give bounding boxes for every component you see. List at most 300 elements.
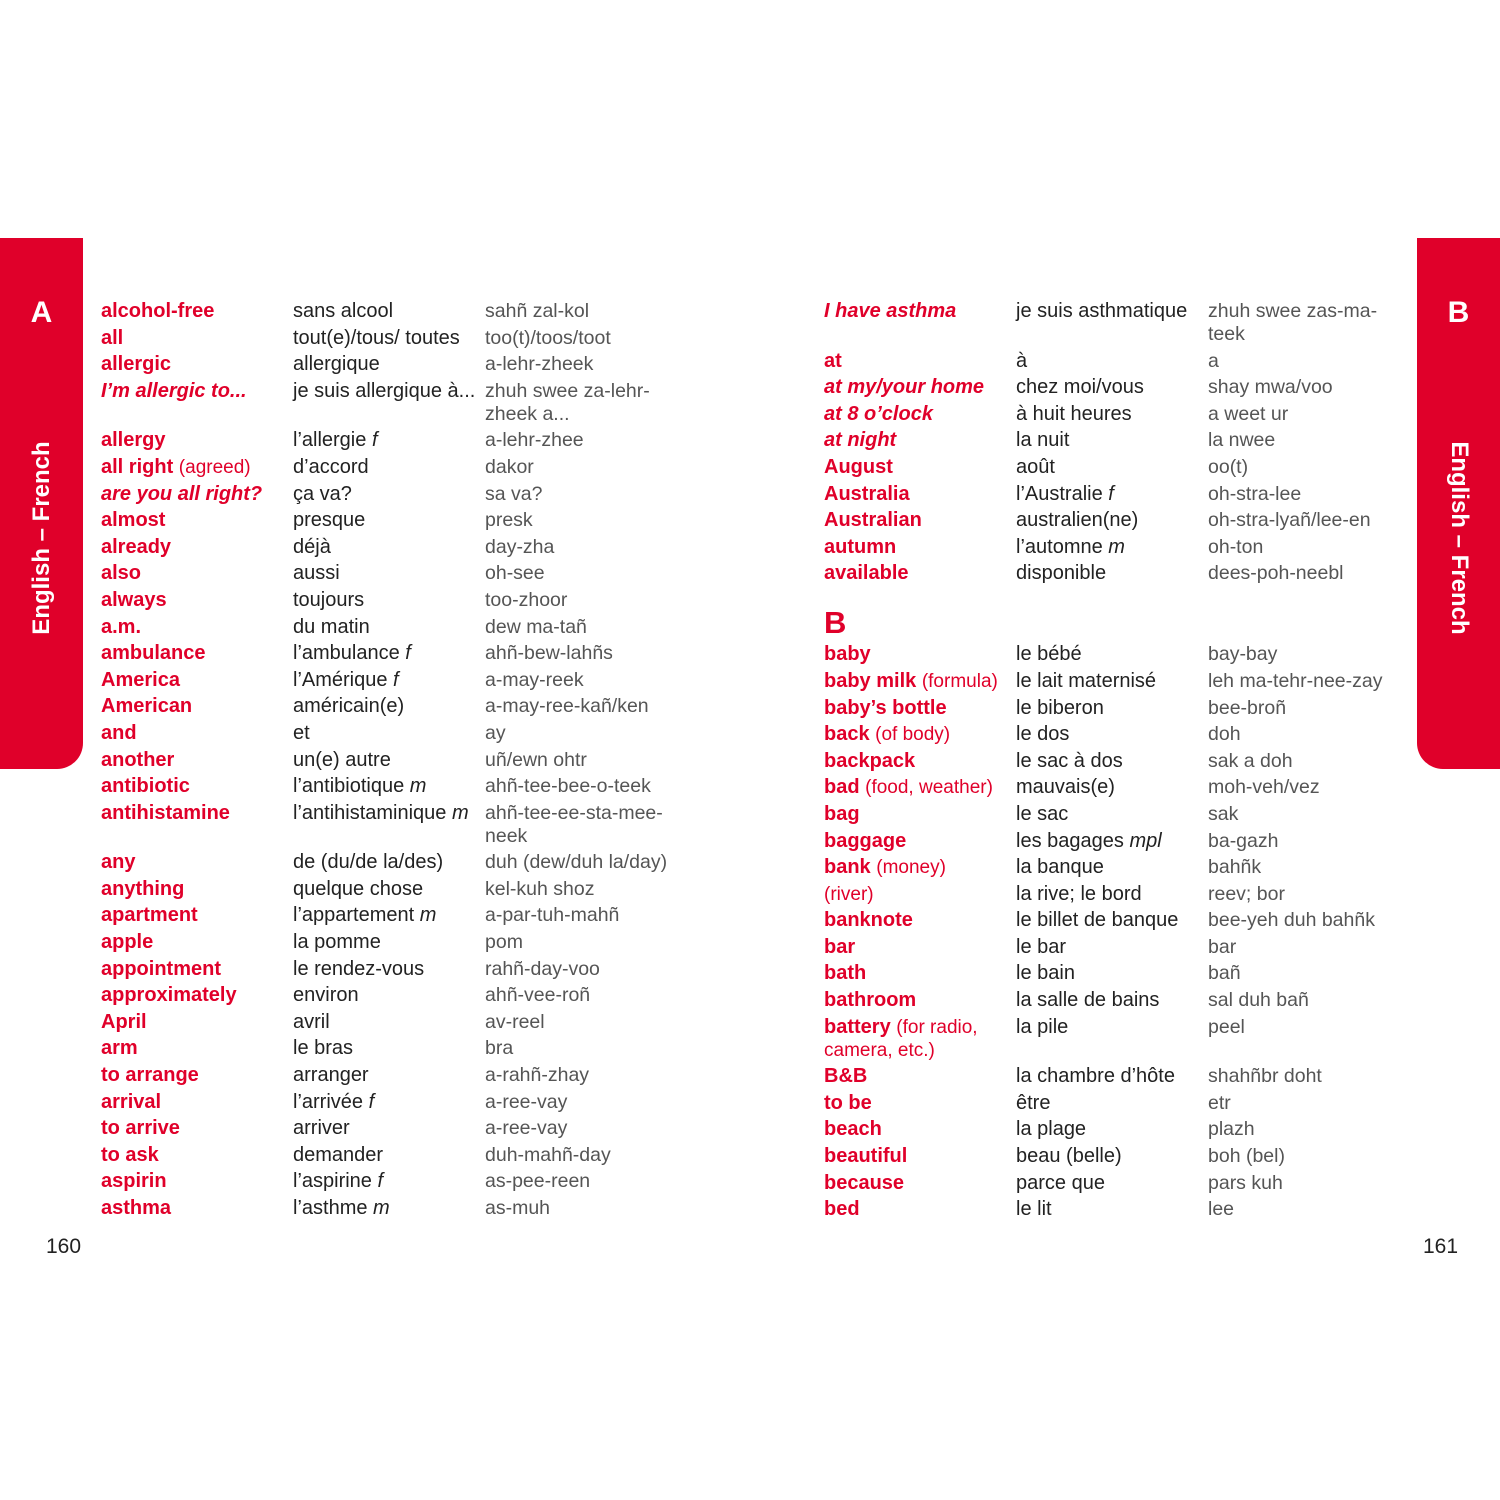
french-word: l’allergie: [293, 429, 367, 452]
english-term: [824, 429, 1016, 452]
english-word: bathroom: [824, 989, 917, 1012]
english-term: [101, 1197, 293, 1220]
entry-row: [101, 642, 701, 665]
french-word: l’antihistaminique: [293, 801, 447, 824]
english-term: [101, 1011, 293, 1034]
usage-note: (agreed): [178, 456, 251, 478]
english-term: [101, 456, 293, 479]
french-word: de (du/de la/des): [293, 851, 444, 874]
pronunciation: sa va?: [485, 482, 543, 505]
entry-row: [101, 878, 701, 901]
entry-row: [824, 989, 1424, 1012]
english-word: almost: [101, 509, 166, 532]
pronunciation: dakor: [485, 455, 534, 478]
pronunciation: dew ma-tañ: [485, 615, 587, 638]
english-term: [824, 723, 1016, 746]
french-word: l’automne: [1016, 535, 1103, 558]
french-word: presque: [293, 509, 366, 532]
pronunciation: dees-poh-neebl: [1208, 562, 1344, 585]
french-word: le lit: [1016, 1198, 1052, 1221]
english-word: available: [824, 562, 909, 585]
entry-row: [824, 776, 1424, 799]
english-term: [824, 776, 1016, 799]
french-translation: [293, 1091, 485, 1114]
english-term: [101, 904, 293, 927]
gender-marker: f: [371, 429, 378, 452]
english-word: America: [101, 668, 180, 691]
pronunciation: duh (dew/duh la/day): [485, 851, 668, 874]
english-word: anything: [101, 877, 185, 900]
entry-row: [824, 1145, 1424, 1168]
english-word: already: [101, 535, 172, 558]
french-word: le bras: [293, 1037, 354, 1060]
french-word: je suis allergique à...: [293, 379, 476, 402]
french-translation: [1016, 456, 1208, 479]
english-term: [824, 300, 1016, 346]
french-word: l’Australie: [1016, 482, 1103, 505]
french-word: la plage: [1016, 1118, 1087, 1141]
french-word: déjà: [293, 535, 331, 558]
english-term: [101, 931, 293, 954]
pronunciation: zhuh swee za-lehr-zheek a...: [485, 379, 650, 425]
french-translation: [1016, 856, 1208, 879]
french-translation: [293, 380, 485, 426]
english-word: Australian: [824, 509, 922, 532]
entry-row: [824, 670, 1424, 693]
french-word: la rive; le bord: [1016, 882, 1142, 905]
french-translation: [1016, 300, 1208, 346]
entry-row: [824, 1118, 1424, 1141]
pronunciation: doh: [1208, 723, 1241, 746]
pronunciation: av-reel: [485, 1010, 545, 1033]
french-word: le bébé: [1016, 643, 1082, 666]
pronunciation: sahñ zal-kol: [485, 300, 590, 322]
english-word: asthma: [101, 1197, 172, 1219]
english-word: at 8 o’clock: [824, 402, 933, 425]
english-term: [101, 851, 293, 874]
english-term: [101, 380, 293, 426]
french-translation: [293, 984, 485, 1007]
english-word: I have asthma: [824, 300, 957, 322]
entry-row: [824, 697, 1424, 720]
french-translation: [1016, 909, 1208, 932]
french-word: l’antibiotique: [293, 775, 405, 798]
pronunciation: too-zhoor: [485, 588, 568, 611]
english-word: bag: [824, 802, 860, 825]
english-term: [824, 936, 1016, 959]
english-term: [824, 483, 1016, 506]
french-word: aussi: [293, 562, 340, 585]
french-translation: [1016, 429, 1208, 452]
pronunciation: uñ/ewn ohtr: [485, 748, 587, 771]
entry-row: [824, 830, 1424, 853]
entry-row: [824, 376, 1424, 399]
usage-note: (for radio, camera, etc.): [824, 1016, 978, 1061]
english-word: all: [101, 326, 124, 349]
english-word: Australia: [824, 482, 910, 505]
french-word: le lait maternisé: [1016, 669, 1157, 692]
french-word: arranger: [293, 1064, 369, 1087]
english-term: [101, 429, 293, 452]
english-term: [101, 958, 293, 981]
french-word: disponible: [1016, 562, 1107, 585]
pronunciation: oh-stra-lee: [1208, 482, 1302, 505]
french-word: ça va?: [293, 482, 352, 505]
french-translation: [293, 851, 485, 874]
entry-row: [824, 1092, 1424, 1115]
entry-row: [101, 616, 701, 639]
english-term: [101, 878, 293, 901]
pronunciation: a-ree-vay: [485, 1117, 568, 1140]
french-word: le sac: [1016, 802, 1069, 825]
pronunciation: pom: [485, 931, 523, 954]
pronunciation: as-muh: [485, 1197, 551, 1219]
pronunciation: a-lehr-zhee: [485, 429, 584, 452]
french-word: environ: [293, 984, 359, 1007]
french-word: à: [1016, 349, 1028, 372]
gender-marker: f: [1108, 482, 1114, 505]
french-translation: [293, 695, 485, 718]
french-word: et: [293, 721, 310, 744]
english-word: bed: [824, 1198, 860, 1221]
french-translation: [293, 669, 485, 692]
pronunciation: lee: [1208, 1198, 1235, 1221]
pronunciation: sak a doh: [1208, 749, 1293, 772]
french-word: parce que: [1016, 1171, 1105, 1194]
pronunciation: ahñ-tee-bee-o-teek: [485, 775, 651, 798]
french-translation: [293, 536, 485, 559]
french-translation: [1016, 803, 1208, 826]
french-translation: [1016, 350, 1208, 373]
entry-row: [101, 562, 701, 585]
pronunciation: reev; bor: [1208, 882, 1285, 905]
english-term: [824, 670, 1016, 693]
french-word: la salle de bains: [1016, 989, 1160, 1012]
french-word: américain(e): [293, 695, 405, 718]
english-term: [824, 697, 1016, 720]
french-translation: [1016, 962, 1208, 985]
entry-row: [824, 803, 1424, 826]
french-translation: [293, 616, 485, 639]
english-term: [824, 643, 1016, 666]
english-word: also: [101, 562, 142, 585]
pronunciation: zhuh swee zas-ma-teek: [1208, 300, 1378, 345]
english-term: [824, 562, 1016, 585]
french-word: le sac à dos: [1016, 749, 1123, 772]
pronunciation: a-may-reek: [485, 668, 584, 691]
english-word: a.m.: [101, 615, 142, 638]
english-term: [101, 695, 293, 718]
english-word: ambulance: [101, 642, 206, 665]
entries-a-continued: [824, 300, 1424, 585]
english-word: autumn: [824, 535, 897, 558]
section-letter: A: [30, 296, 53, 329]
entry-row: [824, 300, 1424, 346]
french-word: la chambre d’hôte: [1016, 1065, 1175, 1088]
pronunciation: a-lehr-zheek: [485, 353, 594, 376]
english-word: at: [824, 349, 842, 372]
french-translation: [1016, 643, 1208, 666]
french-translation: [293, 589, 485, 612]
french-translation: [1016, 1172, 1208, 1195]
pronunciation: leh ma-tehr-nee-zay: [1208, 669, 1383, 692]
french-word: le bar: [1016, 935, 1067, 958]
french-translation: [1016, 562, 1208, 585]
english-term: [101, 749, 293, 772]
english-word: to arrange: [101, 1064, 199, 1087]
french-word: août: [1016, 455, 1055, 478]
english-term: [824, 376, 1016, 399]
french-translation: [1016, 1065, 1208, 1088]
english-term: [824, 1016, 1016, 1062]
french-word: l’asthme: [293, 1197, 368, 1219]
usage-note: (money): [876, 857, 946, 879]
french-translation: [293, 1170, 485, 1193]
pronunciation: oh-see: [485, 562, 545, 585]
entry-row: [824, 909, 1424, 932]
french-translation: [1016, 883, 1208, 906]
pronunciation: bra: [485, 1037, 514, 1060]
french-translation: [293, 1144, 485, 1167]
french-translation: [293, 429, 485, 452]
pronunciation: shahñbr doht: [1208, 1065, 1322, 1088]
entry-row: [824, 1065, 1424, 1088]
pronunciation: moh-veh/vez: [1208, 776, 1320, 799]
english-term: [101, 353, 293, 376]
english-word: I’m allergic to...: [101, 379, 247, 402]
french-word: l’ambulance: [293, 642, 400, 665]
english-term: [101, 1117, 293, 1140]
pronunciation: presk: [485, 509, 533, 532]
entry-row: [101, 775, 701, 798]
english-word: to ask: [101, 1143, 159, 1166]
pronunciation: rahñ-day-voo: [485, 957, 600, 980]
french-word: toujours: [293, 588, 365, 611]
english-word: antibiotic: [101, 775, 190, 798]
entry-row: [824, 883, 1424, 906]
entry-row: [824, 962, 1424, 985]
english-term: [101, 589, 293, 612]
english-word: always: [101, 588, 167, 611]
entry-row: [824, 1198, 1424, 1221]
entry-row: [101, 429, 701, 452]
gender-marker: f: [405, 642, 411, 665]
section-label: English – French: [1445, 441, 1473, 635]
pronunciation: plazh: [1208, 1118, 1255, 1141]
english-word: aspirin: [101, 1170, 167, 1193]
english-word: all right: [101, 455, 174, 478]
gender-marker: m: [451, 801, 469, 824]
entry-row: [101, 483, 701, 506]
english-term: [824, 456, 1016, 479]
entry-row: [824, 350, 1424, 373]
usage-note: (river): [824, 883, 874, 905]
pronunciation: day-zha: [485, 535, 555, 558]
french-translation: [1016, 536, 1208, 559]
entry-row: [101, 327, 701, 350]
english-word: to be: [824, 1091, 872, 1114]
pronunciation: a-rahñ-zhay: [485, 1064, 590, 1087]
french-translation: [1016, 989, 1208, 1012]
pronunciation: kel-kuh shoz: [485, 877, 595, 900]
gender-marker: f: [368, 1090, 375, 1113]
english-term: [101, 1144, 293, 1167]
pronunciation: duh-mahñ-day: [485, 1143, 611, 1166]
entry-row: [101, 749, 701, 772]
section-heading: B: [824, 605, 847, 641]
french-word: mauvais(e): [1016, 776, 1115, 799]
french-translation: [293, 1011, 485, 1034]
french-word: l’appartement: [293, 904, 415, 927]
french-translation: [293, 1064, 485, 1087]
section-letter: B: [1447, 296, 1470, 329]
english-term: [824, 989, 1016, 1012]
french-word: à huit heures: [1016, 402, 1132, 425]
english-word: bad: [824, 776, 860, 799]
entry-row: [101, 851, 701, 874]
entry-row: [101, 300, 701, 323]
pronunciation: a-may-ree-kañ/ken: [485, 695, 649, 718]
pronunciation: ay: [485, 721, 506, 744]
pronunciation: a: [1208, 349, 1219, 372]
english-term: [824, 350, 1016, 373]
french-translation: [293, 904, 485, 927]
french-translation: [293, 456, 485, 479]
pronunciation: etr: [1208, 1091, 1231, 1114]
french-word: avril: [293, 1010, 330, 1033]
french-translation: [293, 878, 485, 901]
entry-row: [101, 1011, 701, 1034]
left-page-entries: [101, 300, 701, 1224]
english-word: bank: [824, 856, 871, 879]
entry-row: [101, 1170, 701, 1193]
english-word: bar: [824, 935, 856, 958]
entry-row: [101, 722, 701, 745]
french-translation: [1016, 776, 1208, 799]
usage-note: (formula): [921, 670, 998, 692]
french-translation: [1016, 1145, 1208, 1168]
entry-row: [101, 380, 701, 426]
english-word: baby: [824, 643, 871, 666]
french-word: le rendez-vous: [293, 957, 425, 980]
english-term: [101, 616, 293, 639]
english-term: [101, 562, 293, 585]
entry-row: [101, 904, 701, 927]
english-word: beautiful: [824, 1145, 908, 1168]
entry-row: [824, 723, 1424, 746]
pronunciation: oh-ton: [1208, 535, 1264, 558]
english-word: B&B: [824, 1065, 868, 1088]
french-translation: [293, 300, 485, 323]
french-word: le dos: [1016, 723, 1070, 746]
french-translation: [1016, 750, 1208, 773]
french-translation: [293, 802, 485, 848]
french-translation: [293, 483, 485, 506]
entry-row: [824, 1172, 1424, 1195]
entry-row: [101, 1037, 701, 1060]
french-translation: [293, 642, 485, 665]
entry-row: [101, 456, 701, 479]
english-term: [824, 830, 1016, 853]
french-translation: [1016, 509, 1208, 532]
gender-marker: mpl: [1129, 829, 1162, 852]
english-word: battery: [824, 1015, 891, 1038]
english-term: [824, 803, 1016, 826]
entry-row: [101, 1091, 701, 1114]
entry-row: [101, 1144, 701, 1167]
french-translation: [293, 931, 485, 954]
french-translation: [1016, 670, 1208, 693]
english-term: [101, 669, 293, 692]
french-word: le billet de banque: [1016, 909, 1179, 932]
english-word: alcohol-free: [101, 300, 215, 322]
entry-row: [101, 509, 701, 532]
french-word: le biberon: [1016, 696, 1104, 719]
english-term: [101, 802, 293, 848]
french-translation: [293, 749, 485, 772]
entry-row: [101, 669, 701, 692]
english-word: baggage: [824, 829, 907, 852]
english-word: at my/your home: [824, 376, 985, 399]
gender-marker: m: [1108, 535, 1125, 558]
french-translation: [1016, 697, 1208, 720]
english-term: [101, 1170, 293, 1193]
entry-row: [101, 695, 701, 718]
english-word: banknote: [824, 909, 913, 932]
french-word: chez moi/vous: [1016, 376, 1144, 399]
pronunciation: bañ: [1208, 962, 1241, 985]
french-word: l’Amérique: [293, 668, 388, 691]
english-word: baby milk: [824, 669, 917, 692]
french-translation: [1016, 830, 1208, 853]
french-word: australien(ne): [1016, 509, 1139, 532]
gender-marker: m: [419, 904, 437, 927]
french-word: la pomme: [293, 931, 381, 954]
french-word: du matin: [293, 615, 370, 638]
entry-row: [824, 643, 1424, 666]
french-word: les bagages: [1016, 829, 1124, 852]
english-word: allergic: [101, 353, 172, 376]
french-translation: [1016, 376, 1208, 399]
section-tab-left: [0, 238, 83, 769]
french-translation: [1016, 723, 1208, 746]
english-term: [101, 536, 293, 559]
french-translation: [293, 958, 485, 981]
french-word: d’accord: [293, 455, 369, 478]
pronunciation: a-par-tuh-mahñ: [485, 904, 620, 927]
french-translation: [293, 722, 485, 745]
english-word: because: [824, 1171, 905, 1194]
right-page-entries: [824, 300, 1424, 1225]
english-word: August: [824, 455, 893, 478]
french-translation: [1016, 483, 1208, 506]
french-translation: [293, 775, 485, 798]
english-term: [824, 856, 1016, 879]
entry-row: [824, 456, 1424, 479]
french-word: tout(e)/tous/ toutes: [293, 326, 460, 349]
entry-row: [824, 856, 1424, 879]
french-word: beau (belle): [1016, 1145, 1122, 1168]
pronunciation: too(t)/toos/toot: [485, 326, 611, 349]
entry-row: [101, 353, 701, 376]
french-word: demander: [293, 1143, 384, 1166]
french-word: être: [1016, 1091, 1051, 1114]
entry-row: [101, 958, 701, 981]
pronunciation: ahñ-tee-ee-sta-mee-neek: [485, 801, 663, 847]
entry-row: [824, 429, 1424, 452]
pronunciation: ahñ-vee-roñ: [485, 984, 591, 1007]
english-word: baby’s bottle: [824, 696, 947, 719]
